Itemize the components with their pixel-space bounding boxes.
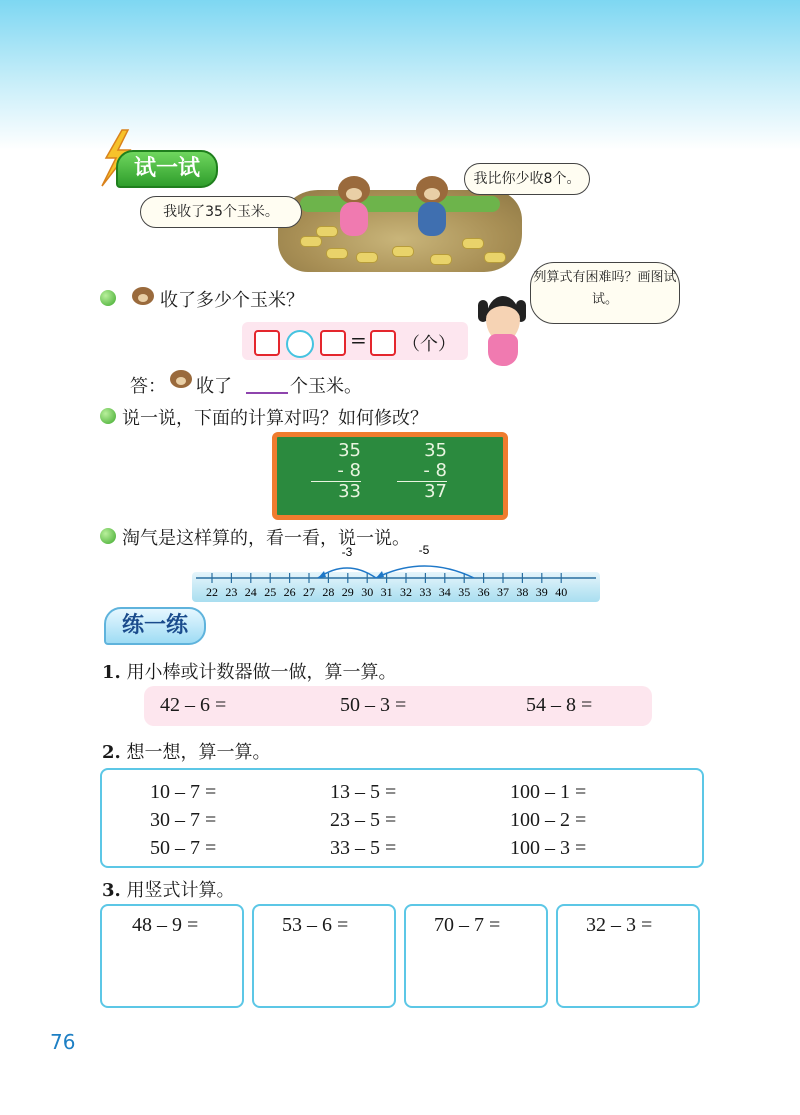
hedge-illustration bbox=[300, 196, 500, 212]
number-line-ticks bbox=[206, 573, 567, 599]
speech-bubble-girl-text: 列算式有困难吗？画图试试。 bbox=[533, 270, 677, 307]
exercise-2-item: 50 – 7 = bbox=[150, 837, 217, 859]
exercise-2-item: 33 – 5 = bbox=[330, 837, 397, 859]
number-line-label: 36 bbox=[477, 585, 490, 599]
board-calc-2-top: 35 bbox=[424, 440, 447, 461]
chalkboard bbox=[272, 432, 508, 520]
exercise-1-item: 42 – 6 = bbox=[160, 694, 227, 716]
corn-cob bbox=[356, 252, 378, 263]
exercise-2-box bbox=[100, 768, 704, 868]
question-1-text: 收了多少个玉米？ bbox=[160, 290, 304, 311]
exercise-1-item: 50 – 3 = bbox=[340, 694, 407, 716]
corn-cob bbox=[430, 254, 452, 265]
exercise-1-number: 1. bbox=[102, 662, 121, 683]
exercise-3-heading bbox=[102, 876, 235, 902]
board-calc-2-result: 37 bbox=[397, 481, 447, 502]
answer-box[interactable] bbox=[320, 330, 346, 356]
exercise-3-item: 70 – 7 = bbox=[434, 914, 501, 936]
exercise-3-box bbox=[404, 904, 548, 1008]
number-line-label: 34 bbox=[438, 585, 451, 599]
exercise-3-box bbox=[252, 904, 396, 1008]
jump-label-minus3: -3 bbox=[341, 545, 353, 559]
arrow-head-icon bbox=[376, 571, 384, 578]
exercise-3-box bbox=[556, 904, 700, 1008]
formula-strip bbox=[242, 322, 468, 360]
answer-mid: 收了 bbox=[196, 376, 232, 397]
bear-icon bbox=[170, 370, 192, 388]
corn-cob bbox=[462, 238, 484, 249]
board-calc-1 bbox=[311, 441, 361, 502]
exercise-3-number: 3. bbox=[102, 880, 121, 901]
equals-sign: = bbox=[350, 328, 367, 352]
operator-circle[interactable] bbox=[286, 330, 314, 358]
exercise-1-text: 用小棒或计数器做一做，算一算。 bbox=[126, 662, 397, 683]
bear-icon bbox=[132, 287, 154, 305]
exercise-1-item: 54 – 8 = bbox=[526, 694, 593, 716]
section-title-practice: 练一练 bbox=[104, 607, 206, 645]
page-number: 76 bbox=[50, 1030, 76, 1054]
exercise-3-item: 32 – 3 = bbox=[586, 914, 653, 936]
exercise-2-item: 10 – 7 = bbox=[150, 781, 217, 803]
bear-boy-illustration bbox=[412, 176, 452, 246]
number-line-label: 26 bbox=[283, 585, 296, 599]
exercise-2-item: 100 – 1 = bbox=[510, 781, 587, 803]
exercise-2-heading bbox=[102, 738, 271, 764]
exercise-2-text: 想一想，算一算。 bbox=[126, 742, 271, 763]
number-line-label: 24 bbox=[244, 585, 257, 599]
exercise-2-col3 bbox=[510, 778, 586, 862]
exercise-2-item: 23 – 5 = bbox=[330, 809, 397, 831]
exercise-3-text: 用竖式计算。 bbox=[126, 880, 235, 901]
exercise-2-col1 bbox=[150, 778, 216, 862]
number-line-label: 35 bbox=[458, 585, 471, 599]
speech-bubble-girl bbox=[530, 262, 680, 324]
number-line-label: 32 bbox=[400, 585, 412, 599]
jump-label-minus5: -5 bbox=[418, 543, 430, 557]
bullet-dot-icon bbox=[100, 408, 116, 424]
answer-box[interactable] bbox=[370, 330, 396, 356]
board-calc-1-top: 35 bbox=[338, 440, 361, 461]
exercise-2-number: 2. bbox=[102, 742, 121, 763]
exercise-1-heading bbox=[102, 658, 397, 684]
question-2-text: 说一说，下面的计算对吗？如何修改？ bbox=[122, 408, 428, 429]
number-line-label: 31 bbox=[380, 585, 393, 599]
speech-bubble-left: 我收了35个玉米。 bbox=[140, 196, 302, 228]
question-3-text: 淘气是这样算的，看一看，说一说。 bbox=[122, 528, 410, 549]
arrow-head-icon bbox=[318, 571, 326, 578]
number-line-label: 27 bbox=[303, 585, 315, 599]
answer-prefix: 答： bbox=[130, 376, 166, 397]
number-line-label: 23 bbox=[225, 585, 238, 599]
board-calc-1-op: - 8 bbox=[337, 460, 361, 481]
number-line-label: 40 bbox=[555, 585, 568, 599]
number-line-label: 38 bbox=[516, 585, 529, 599]
number-line-label: 29 bbox=[341, 585, 354, 599]
number-line-svg bbox=[192, 540, 600, 604]
exercise-3-box bbox=[100, 904, 244, 1008]
exercise-3-item: 53 – 6 = bbox=[282, 914, 349, 936]
board-calc-1-result: 33 bbox=[311, 481, 361, 502]
unit-label: （个） bbox=[402, 334, 456, 355]
number-line-label: 39 bbox=[535, 585, 548, 599]
speech-bubble-right: 我比你少收8个。 bbox=[464, 163, 590, 195]
corn-cob bbox=[326, 248, 348, 259]
number-line-label: 33 bbox=[419, 585, 432, 599]
corn-cob bbox=[300, 236, 322, 247]
answer-box[interactable] bbox=[254, 330, 280, 356]
exercise-1-box bbox=[144, 686, 652, 726]
bullet-dot-icon bbox=[100, 528, 116, 544]
corn-cob bbox=[392, 246, 414, 257]
bullet-dot-icon bbox=[100, 290, 116, 306]
exercise-2-item: 13 – 5 = bbox=[330, 781, 397, 803]
section-title-try: 试一试 bbox=[116, 150, 218, 188]
girl-dress bbox=[488, 334, 518, 366]
number-line-label: 22 bbox=[206, 585, 218, 599]
board-calc-2 bbox=[397, 441, 447, 502]
answer-suffix: 个玉米。 bbox=[290, 376, 362, 397]
corn-cob bbox=[484, 252, 506, 263]
number-line-label: 25 bbox=[264, 585, 277, 599]
exercise-2-item: 100 – 2 = bbox=[510, 809, 587, 831]
exercise-2-item: 30 – 7 = bbox=[150, 809, 217, 831]
number-line-label: 28 bbox=[322, 585, 335, 599]
bear-girl-illustration bbox=[334, 176, 374, 246]
number-line-label: 30 bbox=[361, 585, 374, 599]
exercise-2-item: 100 – 3 = bbox=[510, 837, 587, 859]
board-calc-2-op: - 8 bbox=[423, 460, 447, 481]
exercise-2-col2 bbox=[330, 778, 396, 862]
exercise-3-item: 48 – 9 = bbox=[132, 914, 199, 936]
answer-blank[interactable] bbox=[246, 392, 288, 394]
number-line-label: 37 bbox=[497, 585, 509, 599]
